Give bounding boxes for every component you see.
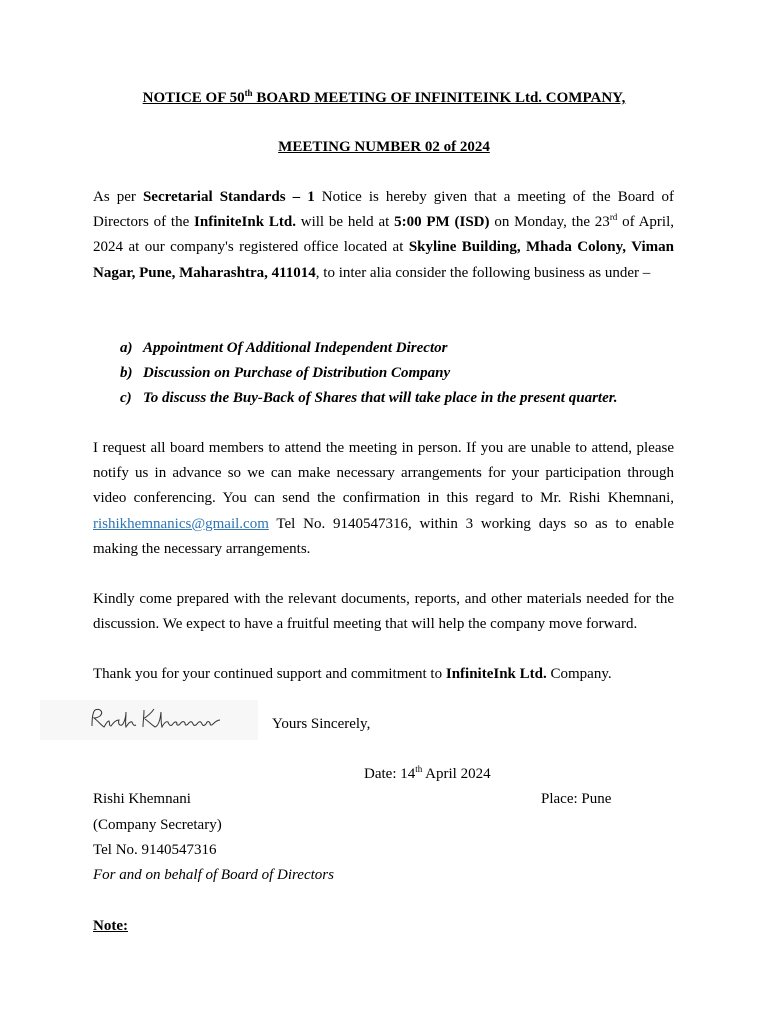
text: Company. (546, 666, 612, 682)
signature-image (40, 700, 258, 740)
office-address: Skyline Building, Mhada Colony, Viman Nagar, Pune, Maharashtra, 411014 (93, 239, 674, 281)
notice-paragraph-attendance (93, 436, 674, 562)
company-name: InfiniteInk Ltd. (194, 214, 296, 231)
notice-paragraph-preparation: Kindly come prepared with the relevant documents, reports, and other materials needed for the discussion. We expect to have a fruitful meeting that will help the company move forward. (93, 591, 674, 633)
meeting-time: 5:00 PM (ISD) (394, 214, 490, 231)
title-superscript: th (244, 88, 253, 98)
agenda-item (120, 361, 680, 386)
agenda-item-label: b) (120, 365, 133, 381)
agenda-item-text: Appointment Of Additional Independent Director (143, 340, 448, 356)
text: Thank you for your continued support and commitment to (93, 666, 446, 682)
agenda-item (120, 336, 680, 361)
handwritten-signature (40, 700, 258, 740)
signatory-name: Rishi Khemnani (93, 791, 191, 807)
agenda-item-label: c) (120, 390, 132, 406)
agenda-item (120, 386, 680, 411)
meeting-number-heading: MEETING NUMBER 02 of 2024 (278, 139, 490, 155)
standards-reference: Secretarial Standards – 1 (142, 189, 315, 205)
text: on Monday, the 23 (489, 214, 610, 231)
text: will be held at (295, 214, 395, 231)
text: of April, 2024 at our company's registered office located at (93, 214, 674, 256)
date-superscript: rd (609, 212, 618, 223)
notice-paragraph-intro (93, 185, 674, 286)
text: Date: 14 (364, 766, 416, 782)
notice-title (0, 88, 768, 107)
notice-place: Place: Pune (541, 791, 612, 807)
signatory-designation: (Company Secretary) (93, 817, 222, 833)
agenda-item-text: Discussion on Purchase of Distribution Company (143, 365, 451, 381)
agenda-item-label: a) (120, 340, 133, 356)
text: I request all board members to attend the meeting in person. If you are unable to attend, please notify us in advance so we can make necessary arrangements for your participation through video conferencing. You can send the confirmation in this regard to Mr. Rishi Khemnani, (93, 440, 674, 507)
title-text: NOTICE OF 50 (142, 90, 245, 106)
agenda-item-text: To discuss the Buy-Back of Shares that will take place in the present quarter. (143, 390, 618, 406)
text: As per (93, 189, 143, 205)
email-link[interactable]: rishikhemnanics@gmail.com (93, 515, 269, 532)
note-heading: Note: (93, 918, 128, 934)
notice-date (364, 766, 491, 783)
date-superscript: th (415, 764, 423, 774)
signatory-phone: Tel No. 9140547316 (93, 842, 217, 858)
text: Tel No. 9140547316, within 3 working days so as to enable making the necessary arrangements. (93, 515, 674, 557)
text: , to inter alia consider the following business as under – (315, 264, 651, 281)
closing-salutation: Yours Sincerely, (272, 716, 371, 732)
text: April 2024 (422, 766, 491, 782)
on-behalf-line: For and on behalf of Board of Directors (93, 867, 334, 883)
company-name: InfiniteInk Ltd. (445, 666, 547, 682)
notice-paragraph-thanks (93, 662, 674, 687)
agenda-list (120, 336, 680, 411)
title-text-rest: BOARD MEETING OF INFINITEINK Ltd. COMPANY, (252, 90, 626, 106)
text: Notice is hereby given that a meeting of the Board of Directors of the (93, 189, 674, 231)
